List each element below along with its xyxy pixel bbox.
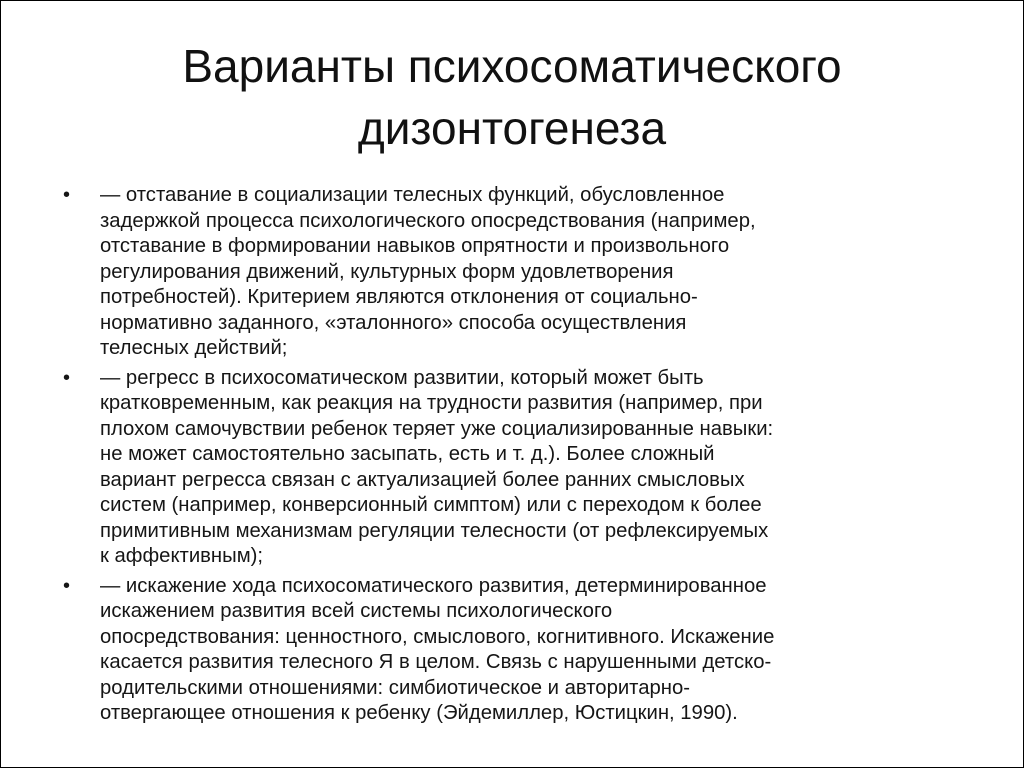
bullet-text-line: регулирования движений, культурных форм удовлетворения — [100, 260, 674, 283]
bullet-dot-icon: • — [63, 366, 71, 389]
bullet-item-regress — [63, 366, 973, 570]
bullet-list — [63, 183, 973, 731]
bullet-text-line: отвергающее отношения к ребенку (Эйдемиллер, Юстицкин, 1990). — [100, 702, 738, 724]
bullet-text-line: потребностей). Критерием являются отклонения от социально- — [100, 286, 698, 308]
bullet-item-lag — [63, 183, 973, 362]
bullet-dot-icon: • — [63, 184, 71, 206]
slide-title — [31, 35, 993, 159]
bullet-text-line: нормативно заданного, «эталонного» способа осуществления — [100, 311, 687, 334]
bullet-text-line: — искажение хода психосоматического развития, детерминированное — [100, 574, 767, 597]
bullet-item-distortion — [63, 574, 973, 727]
bullet-dot-icon: • — [63, 574, 71, 597]
bullet-text-line: примитивным механизмам регуляции телесности (от рефлексируемых — [100, 519, 769, 542]
bullet-text-line: — регресс в психосоматическом развитии, который может быть — [100, 366, 704, 389]
bullet-text-line: отставание в формировании навыков опрятности и произвольного — [100, 235, 730, 257]
bullet-text-line: искажением развития всей системы психологического — [100, 600, 613, 622]
bullet-text-line: задержкой процесса психологического опосредствования (например, — [100, 209, 756, 232]
slide-title-line: Варианты психосоматического — [182, 40, 842, 92]
bullet-text-line: родительскими отношениями: симбиотическое и авторитарно- — [100, 676, 691, 699]
bullet-text-line: систем (например, конверсионный симптом) или с переходом к более — [100, 494, 762, 516]
bullet-text-line: не может самостоятельно засыпать, есть и т. д.). Более сложный — [100, 443, 715, 465]
bullet-text-line: вариант регресса связан с актуализацией более ранних смысловых — [100, 468, 745, 491]
slide-title-line: дизонтогенеза — [357, 102, 667, 154]
bullet-text-line: к аффективным); — [100, 545, 264, 567]
bullet-text-line: кратковременным, как реакция на трудности развития (например, при — [100, 392, 763, 414]
bullet-text-line: — отставание в социализации телесных функций, обусловленное — [100, 184, 725, 206]
bullet-text-line: опосредствования: ценностного, смыслового, когнитивного. Искажение — [100, 625, 775, 648]
bullet-text-line: плохом самочувствии ребенок теряет уже социализированные навыки: — [100, 417, 774, 440]
bullet-text-line: телесных действий; — [100, 337, 288, 359]
bullet-text-line: касается развития телесного Я в целом. Связь с нарушенными детско- — [100, 651, 772, 673]
